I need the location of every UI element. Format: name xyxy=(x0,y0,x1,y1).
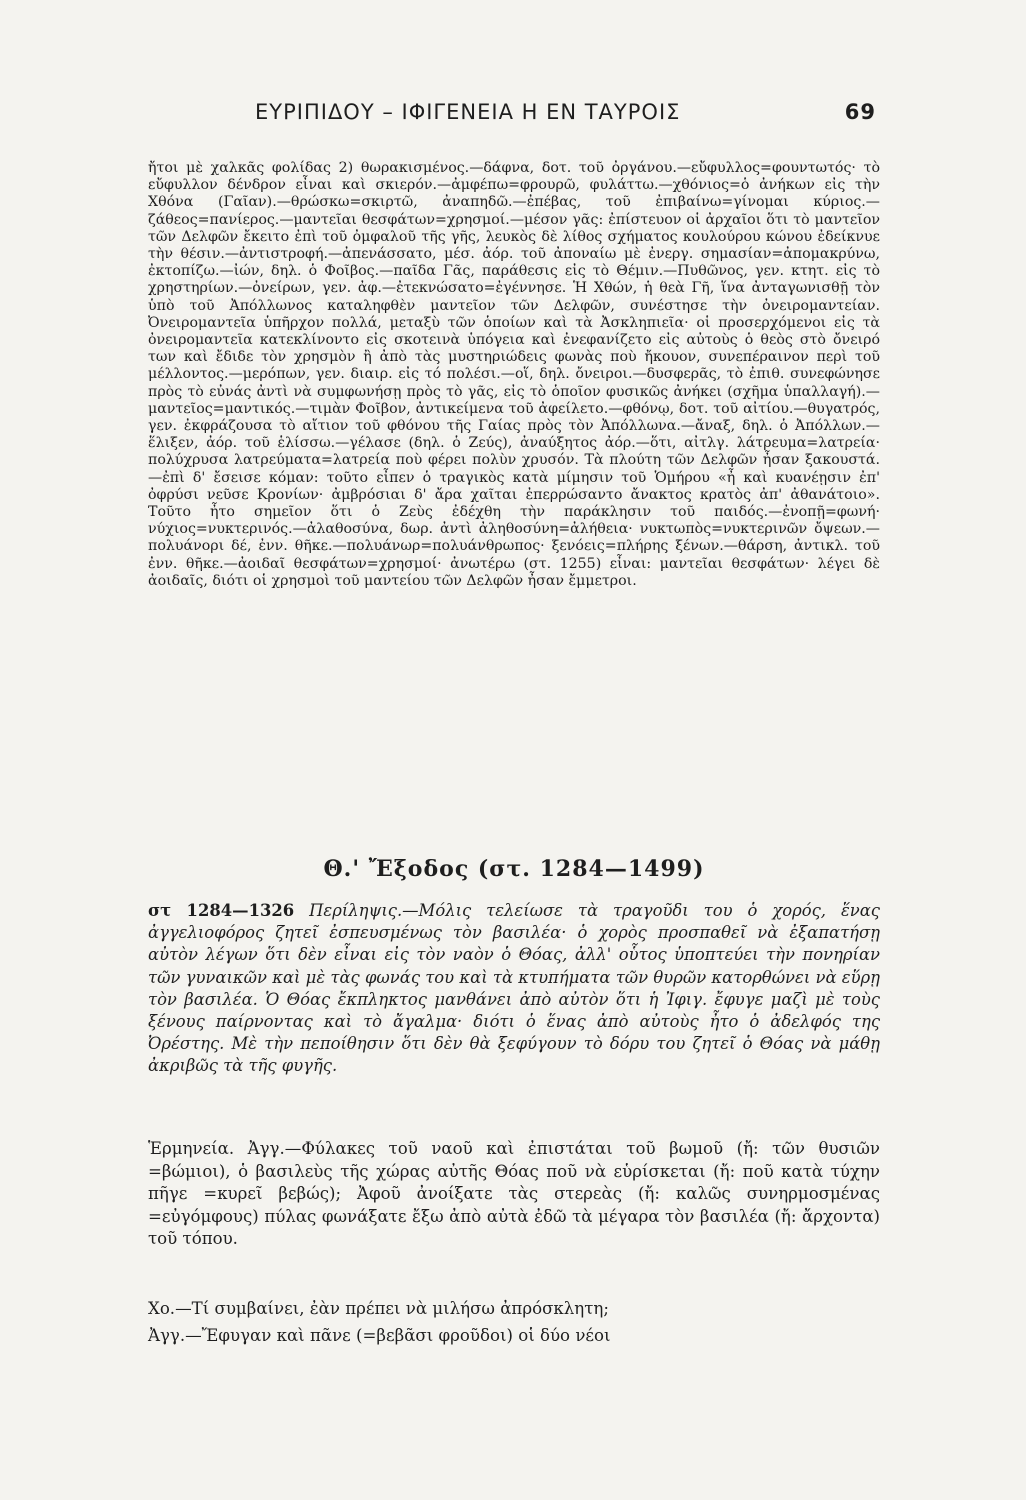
summary-paragraph xyxy=(148,900,880,1078)
interpretation-paragraph: Ἑρμηνεία. Ἀγγ.—Φύλακες τοῦ ναοῦ καὶ ἐπιστάται τοῦ βωμοῦ (ἤ: τῶν θυσιῶν =βώμιοι), ὁ βασιλεὺς τῆς χώρας αὐτῆς Θόας ποῦ νὰ εὑρίσκεται (ἤ: ποῦ κατὰ τύχην πῆγε =κυρεῖ βεβώς); Ἀφοῦ ἀνοίξατε τὰς στερεὰς (ἤ: καλῶς συνηρμοσμένας =εὐγόμφους) πύλας φωνάξατε ἔξω ἀπὸ αὐτὰ ἐδῶ τὰ μέγαρα τὸν βασιλέα (ἤ: ἄρχοντα) τοῦ τόπου. xyxy=(148,1139,880,1249)
commentary-notes: ἤτοι μὲ χαλκᾶς φολίδας 2) θωρακισμένος.—δάφνα, δοτ. τοῦ ὀργάνου.—εὔφυλλος=φουντωτός· τὸ εὔφυλλον δένδρον εἶναι καὶ σκιερόν.—ἀμφέπω=φρουρῶ, φυλάττω.—χθόνιος=ὁ ἀνήκων εἰς τὴν Χθόνα (Γαῖαν).—θρώσκω=σκιρτῶ, ἀναπηδῶ.—ἐπέβας, τοῦ ἐπιβαίνω=γίνομαι κύριος.—ζάθεος=πανίερος.—μαντεῖαι θεσφάτων=χρησμοί.—μέσον γᾶς: ἐπίστευον οἱ ἀρχαῖοι ὅτι τὸ μαντεῖον τῶν Δελφῶν ἔκειτο ἐπὶ τοῦ ὀμφαλοῦ τῆς γῆς, λευκὸς δὲ λίθος σχήματος κουλούρου κώνου ἐδείκνυε τὴν θέσιν.—ἀντιστροφή.—ἀπενάσσατο, μέσ. ἀόρ. τοῦ ἀποναίω μὲ ἐνεργ. σημασίαν=ἀπομακρύνω, ἐκτοπίζω.—ἰών, δηλ. ὁ Φοῖβος.—παῖδα Γᾶς, παράθεσις εἰς τὸ Θέμιν.—Πυθῶνος, γεν. κτητ. εἰς τὸ χρηστηρίων.—ὀνείρων, γεν. ἀφ.—ἐτεκνώσατο=ἐγέννησε. Ἡ Χθών, ἡ θεὰ Γῆ, ἵνα ἀνταγωνισθῇ τὸν ὑπὸ τοῦ Ἀπόλλωνος καταληφθὲν μαντεῖον τῶν Δελφῶν, συνέστησε τὴν ὀνειρομαντείαν. Ὀνειρομαντεῖα ὑπῆρχον πολλά, μεταξὺ τῶν ὁποίων καὶ τὰ Ἀσκληπιεῖα· οἱ προσερχόμενοι εἰς τὰ ὀνειρομαντεῖα κατεκλίνοντο εἰς σκοτεινὰ ὑπόγεια καὶ ἐνεφανίζετο εἰς αὐτοὺς ὁ θεὸς στὸ ὄνειρό των καὶ ἔδιδε τὸν χρησμὸν ἢ ἀπὸ τὰς μυστηριώδεις φωνὰς ποὺ ἤκουον, συνεπέραινον περὶ τοῦ μέλλοντος.—μερόπων, γεν. διαιρ. εἰς τό πολέσι.—οἵ, δηλ. ὄνειροι.—δυσφερᾶς, τὸ ἐπιθ. συνεφώνησε πρὸς τὸ εὐνάς ἀντὶ νὰ συμφωνήσῃ πρὸς τὸ γᾶς, εἰς τὸ ὁποῖον φυσικῶς ἀνήκει (σχῆμα ὑπαλλαγή).—μαντεῖος=μαντικός.—τιμὰν Φοῖβον, ἀντικείμενα τοῦ ἀφείλετο.—φθόνῳ, δοτ. τοῦ αἰτίου.—θυγατρός, γεν. ἐκφράζουσα τὸ αἴτιον τοῦ φθόνου τῆς Γαίας πρὸς τὸν Ἀπόλλωνα.—ἄναξ, δηλ. ὁ Ἀπόλλων.—ἕλιξεν, ἀόρ. τοῦ ἑλίσσω.—γέλασε (δηλ. ὁ Ζεύς), ἀναύξητος ἀόρ.—ὅτι, αἰτλγ. λάτρευμα=λατρεία· πολύχρυσα λατρεύματα=λατρεία ποὺ φέρει πολὺν χρυσόν. Τὰ πλούτη τῶν Δελφῶν ἦσαν ξακουστά.—ἐπὶ δ' ἔσεισε κόμαν: τοῦτο εἶπεν ὁ τραγικὸς κατὰ μίμησιν τοῦ Ὁμήρου «ἦ καὶ κυανέῃσιν ἐπ' ὀφρύσι νεῦσε Κρονίων· ἀμβρόσιαι δ' ἄρα χαῖται ἐπερρώσαντο ἄνακτος κρατὸς ἀπ' ἀθανάτοιο». Τοῦτο ἦτο σημεῖον ὅτι ὁ Ζεὺς ἐδέχθη τὴν παράκλησιν τοῦ παιδός.—ἐνοπῇ=φωνή· νύχιος=νυκτερινός.—ἀλαθοσύνα, δωρ. ἀντὶ ἀληθοσύνη=ἀλήθεια· νυκτωπὸς=νυκτερινῶν ὄψεων.—πολυάνορι δέ, ἐνν. θῆκε.—πολυάνωρ=πολυάνθρωπος· ξενόεις=πλήρης ξένων.—θάρση, ἀντικλ. τοῦ ἐνν. θῆκε.—ἀοιδαῖ θεσφάτων=χρησμοί· ἀνωτέρω (στ. 1255) εἶναι: μαντεῖαι θεσφάτων· λέγει δὲ ἀοιδαῖς, διότι οἱ χρησμοὶ τοῦ μαντείου τῶν Δελφῶν ἦσαν ἔμμετροι. xyxy=(148,160,880,589)
dialogue-line-messenger: Ἀγγ.—Ἔφυγαν καὶ πᾶνε (=βεβᾶσι φροῦδοι) οἱ δύο νέοι xyxy=(148,1326,611,1345)
section-heading: Θ.' Ἔξοδος (στ. 1284—1499) xyxy=(323,856,705,882)
running-head xyxy=(255,100,876,124)
verse-reference: στ 1284—1326 xyxy=(148,901,295,920)
dialogue-line-chorus: Χο.—Τί συμβαίνει, ἐὰν πρέπει νὰ μιλήσω ἀπρόσκλητη; xyxy=(148,1299,609,1318)
running-title: ΕΥΡΙΠΙΔΟΥ – ΙΦΙΓΕΝΕΙΑ Η ΕΝ ΤΑΥΡΟΙΣ xyxy=(255,100,681,124)
page-number: 69 xyxy=(844,100,876,124)
summary-text: Περίληψις.—Μόλις τελείωσε τὰ τραγοῦδι του ὁ χορός, ἕνας ἀγγελιοφόρος ζητεῖ ἐσπευσμένως τὸν βασιλέα· ὁ χορὸς προσπαθεῖ νὰ ἐξαπατήσῃ αὐτὸν λέγων ὅτι δὲν εἶναι εἰς τὸν ναὸν ὁ Θόας, ἀλλ' οὗτος ὑποπτεύει τὴν πονηρίαν τῶν γυναικῶν καὶ μὲ τὰς φωνάς του καὶ τὰ κτυπήματα τῶν θυρῶν κατορθώνει νὰ εὕρῃ τὸν βασιλέα. Ὁ Θόας ἔκπληκτος μανθάνει ἀπὸ αὐτὸν ὅτι ἡ Ἰφιγ. ἔφυγε μαζὶ μὲ τοὺς ξένους παίρνοντας καὶ τὸ ἄγαλμα· διότι ὁ ἕνας ἀπὸ αὐτοὺς ἦτο ὁ ἀδελφός της Ὀρέστης. Μὲ τὴν πεποίθησιν ὅτι δὲν θὰ ξεφύγουν τὸ δόρυ του ζητεῖ ὁ Θόας νὰ μάθῃ ἀκριβῶς τὰ τῆς φυγῆς. xyxy=(148,901,880,1076)
